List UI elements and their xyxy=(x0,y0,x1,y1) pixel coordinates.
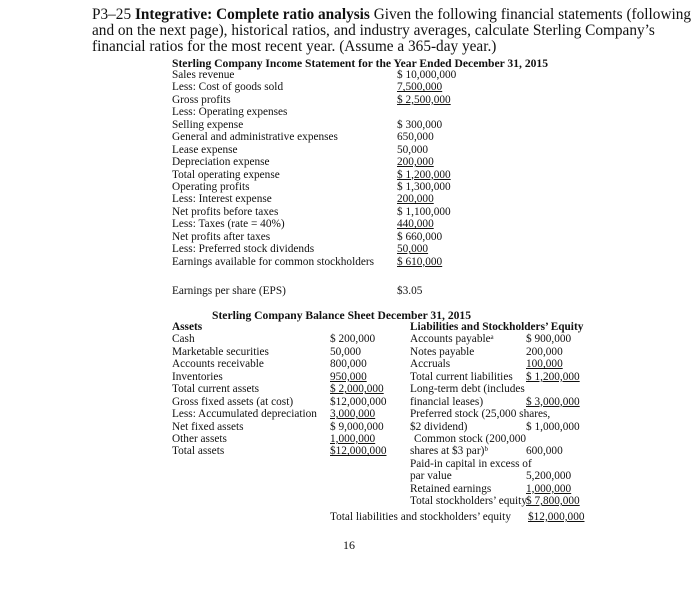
income-statement-table xyxy=(172,69,457,268)
liability-value: $ 1,200,000 xyxy=(526,370,580,383)
liability-label: financial leases) xyxy=(410,395,484,408)
liability-label: Paid-in capital in excess of xyxy=(410,457,532,470)
income-statement-label: Sales revenue xyxy=(172,69,235,81)
liability-value: 600,000 xyxy=(526,445,563,458)
liability-row xyxy=(410,408,600,420)
liability-row xyxy=(410,433,600,445)
income-statement-row xyxy=(172,255,443,268)
asset-value: 800,000 xyxy=(330,358,367,371)
total-liabilities-equity-row xyxy=(330,511,600,523)
asset-label: Cash xyxy=(172,333,195,346)
liability-value: $ 7,800,000 xyxy=(526,495,580,508)
asset-value: 1,000,000 xyxy=(330,432,376,445)
income-statement-row xyxy=(172,156,434,169)
income-statement-label: Net profits after taxes xyxy=(172,230,271,243)
asset-value: $ 200,000 xyxy=(330,333,376,346)
asset-label: Less: Accumulated depreciation xyxy=(172,408,317,421)
income-statement-label: Less: Interest expense xyxy=(172,193,272,206)
income-statement-value: 200,000 xyxy=(397,193,434,206)
liability-label: Retained earnings xyxy=(410,482,492,495)
intro-line: and on the next page), historical ratios, and industry averages, calculate Sterling Company’s xyxy=(92,22,655,39)
income-statement-row xyxy=(172,143,429,156)
asset-row xyxy=(172,383,402,395)
asset-value: $ 9,000,000 xyxy=(330,420,384,433)
income-statement-label: Earnings available for common stockholders xyxy=(172,255,375,268)
income-statement-title: Sterling Company Income Statement for the Year Ended December 31, 2015 xyxy=(172,57,549,70)
liability-row xyxy=(410,483,600,495)
asset-row xyxy=(172,445,402,457)
liability-row xyxy=(410,371,600,383)
income-statement-value: 200,000 xyxy=(397,156,434,169)
liability-row xyxy=(410,421,600,433)
liability-label: Total stockholders’ equity xyxy=(410,495,527,508)
asset-label: Total assets xyxy=(172,445,225,458)
asset-label: Net fixed assets xyxy=(172,420,244,433)
income-statement-value: $ 1,100,000 xyxy=(397,205,451,218)
intro-line: Given the following financial statements (following xyxy=(373,6,692,23)
income-statement-label: Gross profits xyxy=(172,93,231,106)
liability-row xyxy=(410,458,600,470)
liabilities-header: Liabilities and Stockholders’ Equity xyxy=(410,321,584,333)
asset-value: 950,000 xyxy=(330,370,367,383)
liability-label: Notes payable xyxy=(410,345,475,358)
income-statement-row xyxy=(172,93,451,106)
income-statement-label: Lease expense xyxy=(172,143,238,156)
income-statement-value: $ 10,000,000 xyxy=(397,69,457,81)
income-statement-label: Less: Operating expenses xyxy=(172,106,288,119)
income-statement-row xyxy=(172,118,443,131)
income-statement-value: $ 610,000 xyxy=(397,255,443,268)
income-statement-value: 50,000 xyxy=(397,143,429,156)
problem-statement xyxy=(92,6,692,55)
income-statement-row xyxy=(172,193,434,206)
liability-label: Total current liabilities xyxy=(410,370,513,383)
income-statement-label: Less: Preferred stock dividends xyxy=(172,243,315,256)
liability-value: 1,000,000 xyxy=(526,482,572,495)
income-statement-value: $ 1,300,000 xyxy=(397,180,451,193)
asset-label: Accounts receivable xyxy=(172,358,264,371)
income-statement-label: Operating profits xyxy=(172,180,250,193)
liability-value: $ 900,000 xyxy=(526,333,572,346)
asset-row xyxy=(172,358,402,370)
income-statement-label: Net profits before taxes xyxy=(172,205,279,218)
income-statement-row xyxy=(172,205,451,218)
liability-value: $ 1,000,000 xyxy=(526,420,580,433)
liabilities-table xyxy=(410,321,600,508)
total-le-value: $12,000,000 xyxy=(528,511,585,523)
problem-number: P3–25 xyxy=(92,6,132,23)
income-statement-value: $ 660,000 xyxy=(397,230,443,243)
income-statement-value: $ 1,200,000 xyxy=(397,168,451,181)
problem-title: Integrative: Complete ratio analysis xyxy=(134,6,370,23)
income-statement-row xyxy=(172,180,451,193)
asset-value: 3,000,000 xyxy=(330,408,376,421)
eps-row xyxy=(172,285,423,297)
income-statement-value: 50,000 xyxy=(397,243,429,256)
intro-line: financial ratios for the most recent year. (Assume a 365-day year.) xyxy=(92,38,497,55)
asset-value: 50,000 xyxy=(330,345,362,358)
asset-row xyxy=(172,421,402,433)
income-statement-label: Total operating expense xyxy=(172,168,280,181)
liability-row xyxy=(410,495,600,507)
asset-label: Marketable securities xyxy=(172,345,269,358)
liability-row xyxy=(410,396,600,408)
assets-header: Assets xyxy=(172,321,203,333)
income-statement-value: 440,000 xyxy=(397,218,434,231)
eps-value: $3.05 xyxy=(397,285,423,297)
income-statement-label: Less: Taxes (rate = 40%) xyxy=(172,218,285,231)
assets-table xyxy=(172,321,402,458)
income-statement-label: Less: Cost of goods sold xyxy=(172,81,284,94)
liability-value: 200,000 xyxy=(526,345,563,358)
asset-row xyxy=(172,408,402,420)
liability-label: Long-term debt (includes xyxy=(410,383,525,396)
liability-row xyxy=(410,383,600,395)
income-statement-value: $ 300,000 xyxy=(397,118,443,131)
liability-row xyxy=(410,346,600,358)
liability-row xyxy=(410,445,600,457)
liability-row xyxy=(410,470,600,482)
liability-row xyxy=(410,358,600,370)
eps-label: Earnings per share (EPS) xyxy=(172,285,286,297)
asset-label: Gross fixed assets (at cost) xyxy=(172,395,294,408)
liability-label: par value xyxy=(410,470,452,483)
liability-value: $ 3,000,000 xyxy=(526,395,580,408)
asset-value: $12,000,000 xyxy=(330,395,387,408)
liability-label: Accounts payableᵃ xyxy=(410,333,494,346)
liability-label: shares at $3 par)ᵇ xyxy=(410,445,488,458)
income-statement-row xyxy=(172,243,429,256)
asset-row xyxy=(172,396,402,408)
asset-label: Total current assets xyxy=(172,383,260,396)
liability-value: 100,000 xyxy=(526,358,563,371)
asset-row xyxy=(172,433,402,445)
asset-row xyxy=(172,346,402,358)
income-statement-row xyxy=(172,218,434,231)
asset-label: Inventories xyxy=(172,370,223,383)
income-statement-row xyxy=(172,81,443,94)
income-statement-row xyxy=(172,131,434,144)
total-le-label: Total liabilities and stockholders’ equity xyxy=(330,511,511,523)
asset-label: Other assets xyxy=(172,432,227,445)
income-statement-value: 7,500,000 xyxy=(397,81,443,94)
income-statement-row xyxy=(172,230,443,243)
page-number: 16 xyxy=(343,538,355,552)
income-statement-label: Depreciation expense xyxy=(172,156,270,169)
liability-label: Preferred stock (25,000 shares, xyxy=(410,408,551,421)
balance-sheet-title: Sterling Company Balance Sheet December 31, 2015 xyxy=(212,309,472,322)
income-statement-label: General and administrative expenses xyxy=(172,131,338,144)
income-statement-label: Selling expense xyxy=(172,118,244,131)
liability-value: 5,200,000 xyxy=(526,470,572,483)
liability-label: $2 dividend) xyxy=(410,420,468,433)
income-statement-value: 650,000 xyxy=(397,131,434,144)
income-statement-row xyxy=(172,106,412,118)
liability-label: Common stock (200,000 xyxy=(414,432,527,445)
asset-row xyxy=(172,333,402,345)
asset-value: $ 2,000,000 xyxy=(330,383,384,396)
liability-label: Accruals xyxy=(410,358,451,371)
income-statement-row xyxy=(172,168,451,181)
liability-row xyxy=(410,333,600,345)
asset-row xyxy=(172,371,402,383)
income-statement-row xyxy=(172,69,457,81)
asset-value: $12,000,000 xyxy=(330,445,387,458)
income-statement-value: $ 2,500,000 xyxy=(397,93,451,106)
